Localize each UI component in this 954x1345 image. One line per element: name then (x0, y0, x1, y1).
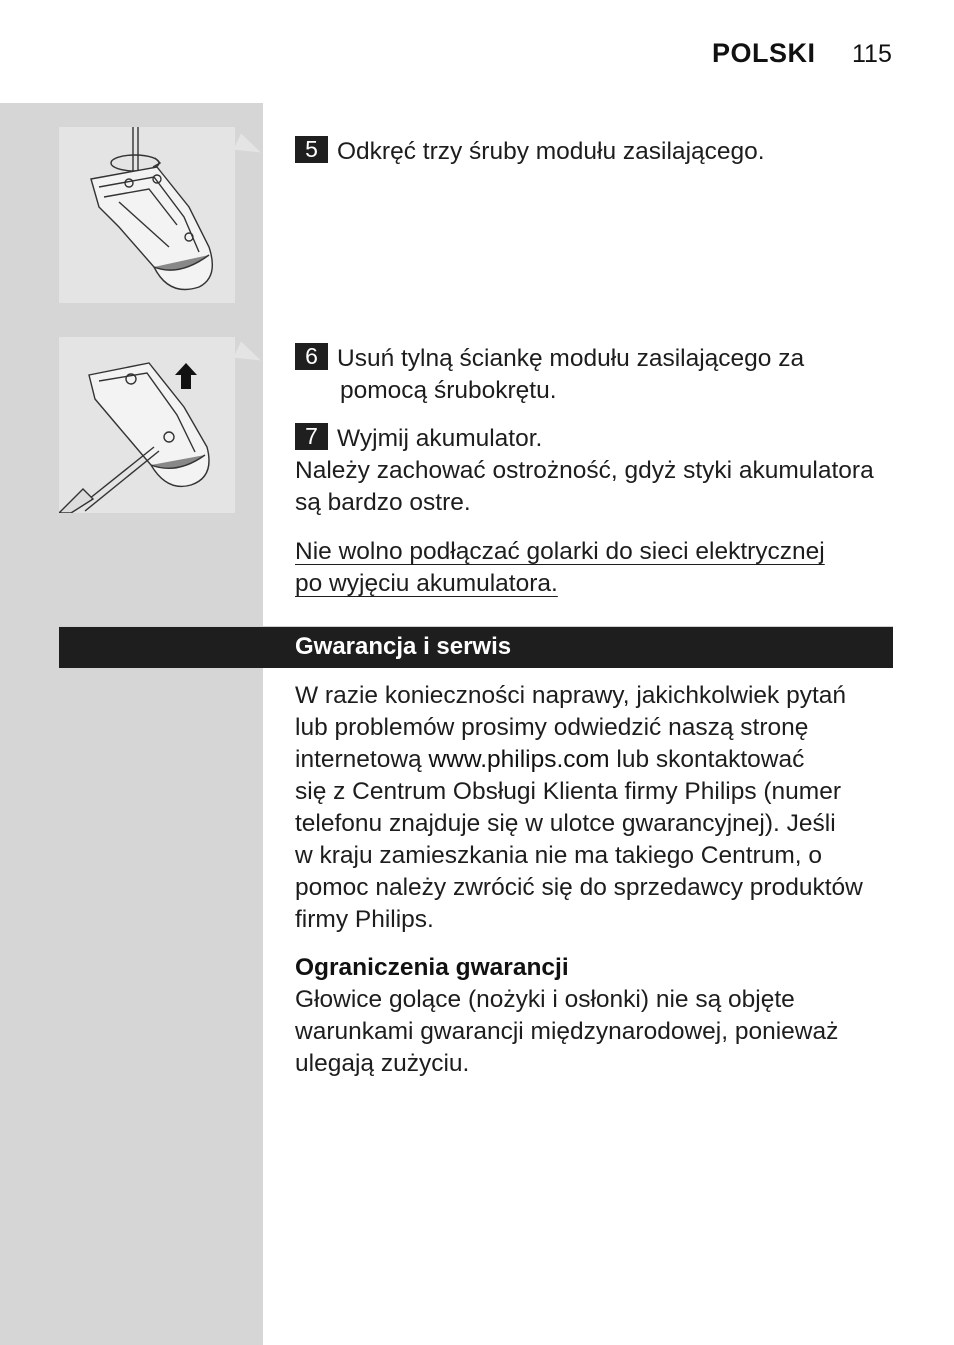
warning-line2: po wyjęciu akumulatora. (295, 570, 558, 597)
step-number-badge: 7 (295, 423, 328, 450)
caution-line1: Należy zachować ostrożność, gdyż styki akumulatora (295, 457, 874, 484)
figure-remove-back-panel (59, 337, 235, 513)
warning-line1: Nie wolno podłączać golarki do sieci elektrycznej (295, 538, 825, 565)
restrictions-block (295, 952, 895, 1080)
step-text: Odkręć trzy śruby modułu zasilającego. (337, 138, 765, 165)
restrictions-line: warunkami gwarancji międzynarodowej, ponieważ (295, 1018, 839, 1045)
step-number-badge: 6 (295, 343, 328, 370)
page-number: 115 (852, 40, 892, 68)
warning-block (295, 536, 895, 600)
section-title: Gwarancja i serwis (295, 633, 512, 660)
caution-line2: są bardzo ostre. (295, 489, 471, 516)
step-5 (295, 136, 895, 168)
service-line: firmy Philips. (295, 906, 434, 933)
service-line: się z Centrum Obsługi Klienta firmy Philips (numer (295, 778, 841, 805)
service-line-with-link (295, 744, 895, 776)
service-text: lub skontaktować (609, 746, 805, 773)
header-language: POLSKI (712, 38, 816, 68)
service-line: W razie konieczności naprawy, jakichkolwiek pytań (295, 682, 847, 709)
step-number-badge: 5 (295, 136, 328, 163)
restrictions-heading: Ograniczenia gwarancji (295, 954, 569, 981)
section-header-band (59, 626, 893, 668)
step-6 (295, 343, 895, 407)
step-text: Wyjmij akumulator. (337, 425, 543, 452)
service-line: telefonu znajduje się w ulotce gwarancyjnej). Jeśli (295, 810, 836, 837)
service-text: internetową (295, 746, 429, 773)
figure-unscrew-power-module (59, 127, 235, 303)
philips-website-link[interactable]: www.philips.com (428, 746, 610, 773)
service-line: lub problemów prosimy odwiedzić naszą stronę (295, 714, 809, 741)
step-text-line1: Usuń tylną ściankę modułu zasilającego za (337, 345, 805, 372)
restrictions-line: Głowice golące (nożyki i osłonki) nie są objęte (295, 986, 795, 1013)
service-paragraph (295, 680, 895, 936)
step-text-line2: pomocą śrubokrętu. (340, 377, 557, 404)
service-line: w kraju zamieszkania nie ma takiego Centrum, o (295, 842, 822, 869)
step-7 (295, 423, 895, 519)
service-line: pomoc należy zwrócić się do sprzedawcy produktów (295, 874, 863, 901)
restrictions-line: ulegają zużyciu. (295, 1050, 470, 1077)
